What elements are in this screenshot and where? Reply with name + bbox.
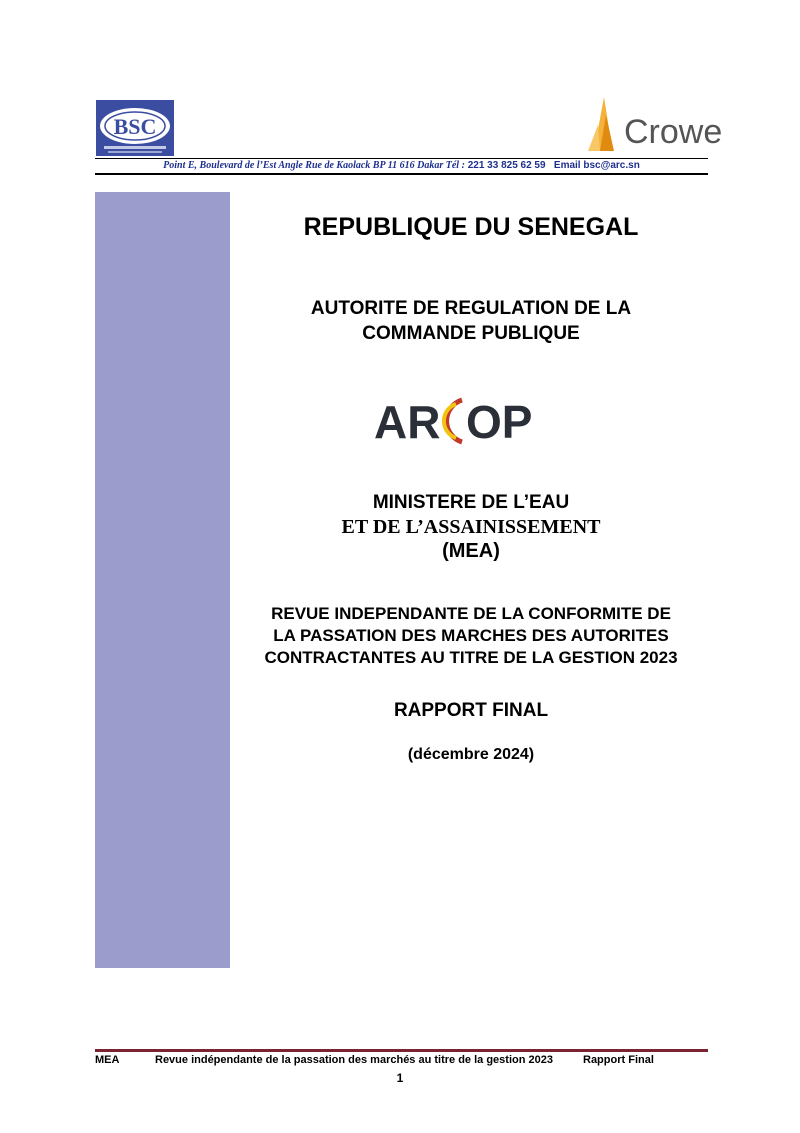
page-number: 1 — [396, 1071, 404, 1085]
title-country: REPUBLIQUE DU SENEGAL — [303, 213, 639, 241]
report-date: (décembre 2024) — [407, 746, 535, 763]
footer-description: Revue indépendante de la passation des marchés au titre de la gestion 2023 — [155, 1054, 553, 1066]
bsc-logo-text: BSC — [113, 114, 157, 139]
crowe-logo-text: Crowe — [624, 113, 723, 151]
footer-report-type: Rapport Final — [583, 1054, 654, 1066]
authority-line-2: COMMANDE PUBLIQUE — [362, 323, 580, 344]
review-line-2: LA PASSATION DES MARCHES DES AUTORITES — [273, 626, 669, 645]
ministry-line-1: MINISTERE DE L’EAU — [372, 492, 570, 513]
footer-rule — [95, 1049, 708, 1052]
bsc-logo — [96, 100, 174, 156]
title-authority — [236, 296, 706, 346]
arcop-logo — [370, 390, 550, 450]
crowe-logo — [584, 95, 723, 155]
review-title — [232, 603, 710, 669]
report-title: RAPPORT FINAL — [393, 700, 549, 721]
arcop-logo-text-left: AR — [374, 396, 441, 448]
authority-line-1: AUTORITE DE REGULATION DE LA — [310, 298, 632, 319]
phone-number: 221 33 825 62 59 — [467, 160, 546, 171]
review-line-1: REVUE INDEPENDANTE DE LA CONFORMITE DE — [271, 604, 671, 623]
footer-org: MEA — [95, 1054, 120, 1066]
side-bar — [95, 192, 230, 968]
header-rule-bottom — [95, 173, 708, 175]
header-rule-top — [95, 158, 708, 159]
email-label: Email — [553, 160, 581, 171]
ministry-line-2: ET DE L’ASSAINISSEMENT — [341, 516, 601, 538]
arcop-logo-text-right: OP — [466, 396, 533, 448]
email-address: bsc@arc.sn — [583, 160, 640, 171]
header-address — [95, 160, 708, 171]
address-text: Point E, Boulevard de l’Est Angle Rue de Kaolack BP 11 616 Dakar Tél : — [163, 160, 465, 171]
ministry-line-3: (MEA) — [442, 540, 500, 562]
review-line-3: CONTRACTANTES AU TITRE DE LA GESTION 2023 — [264, 648, 678, 667]
